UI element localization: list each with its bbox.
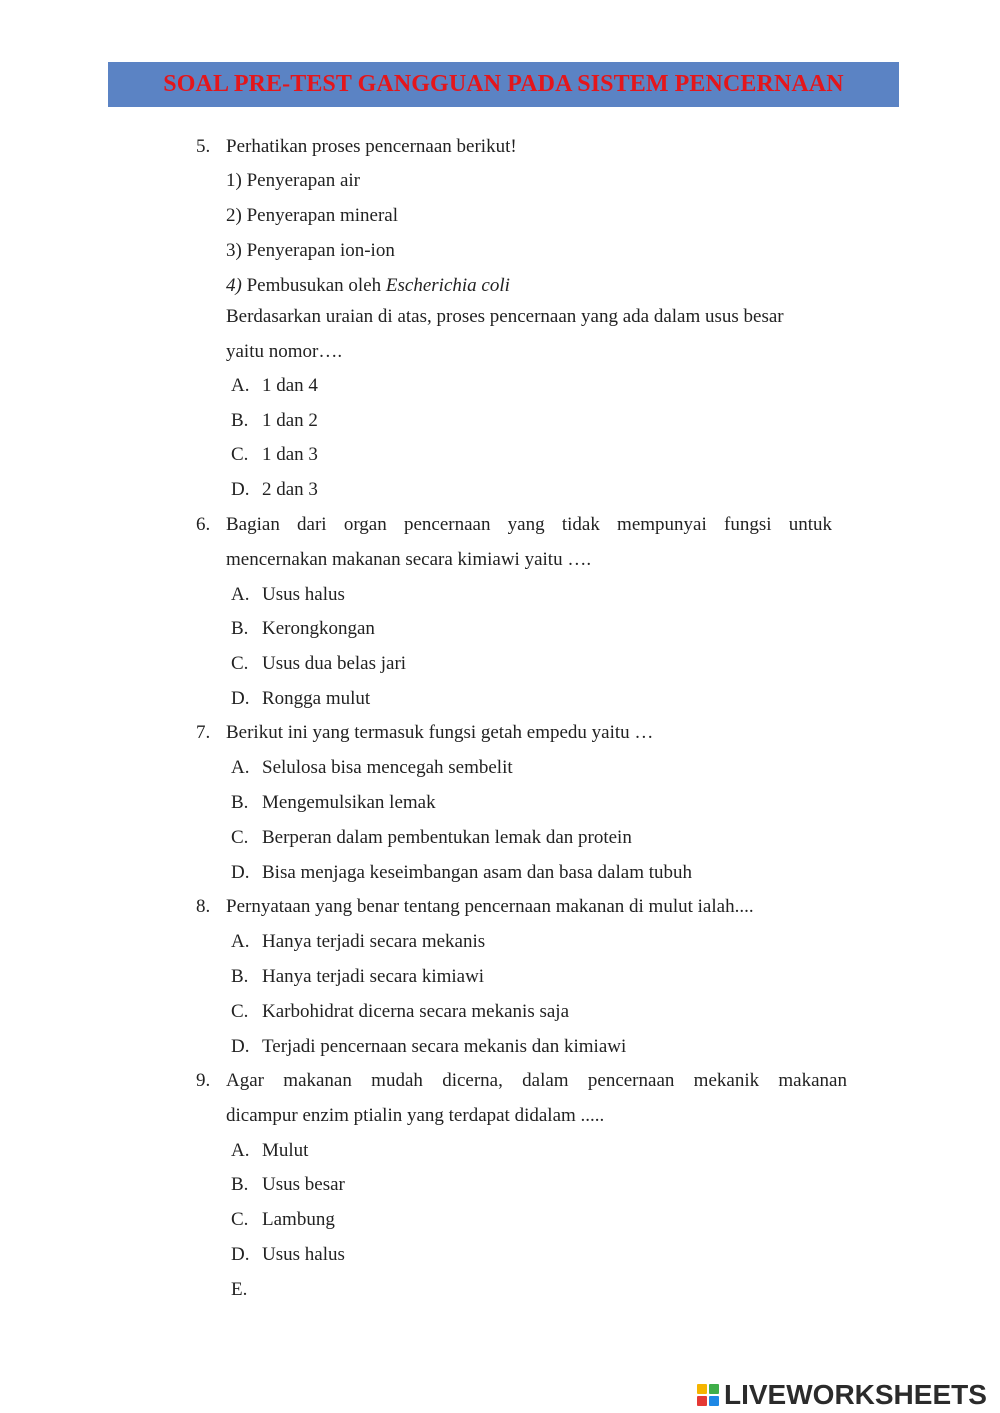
question-stem-continued: yaitu nomor…. [226,341,343,362]
question-number: 8. [196,896,211,917]
option-letter: D. [231,479,250,500]
logo-text: LIVEWORKSHEETS [724,1379,987,1410]
option-letter: A. [231,375,250,396]
option-text: Karbohidrat dicerna secara mekanis saja [262,1001,570,1022]
option-text: Usus besar [262,1174,345,1195]
option-text: 1 dan 2 [262,410,318,431]
page-title: SOAL PRE-TEST GANGGUAN PADA SISTEM PENCERNAAN [163,71,844,97]
option-letter: C. [231,444,249,465]
question-number: 7. [196,722,211,743]
list-item [226,274,510,298]
option-letter: C. [231,827,249,848]
option-letter: D. [231,862,250,883]
option-letter: C. [231,1001,249,1022]
option-text: Hanya terjadi secara mekanis [262,931,486,952]
option-letter: B. [231,792,249,813]
liveworksheets-logo-icon [697,1384,719,1406]
option-letter: A. [231,584,250,605]
list-item-text: Pembusukan oleh [246,275,382,296]
option-letter: D. [231,688,250,709]
liveworksheets-logo [697,1378,987,1412]
list-item: 2) Penyerapan mineral [226,205,398,226]
option-letter: A. [231,1140,250,1161]
option-text: Berperan dalam pembentukan lemak dan protein [262,827,632,848]
question-number: 5. [196,136,211,157]
option-text: Usus halus [262,1244,345,1265]
question-stem: Bagian dari organ pencernaan yang tidak mempunyai fungsi untuk [226,514,832,535]
option-text: Usus halus [262,584,345,605]
question-stem: Perhatikan proses pencernaan berikut! [226,136,517,157]
option-text: 1 dan 4 [262,375,318,396]
option-text: Lambung [262,1209,335,1230]
option-letter: B. [231,1174,249,1195]
option-text: Hanya terjadi secara kimiawi [262,966,485,987]
question-stem-continued: Berdasarkan uraian di atas, proses pencernaan yang ada dalam usus besar [226,306,784,327]
question-stem: Pernyataan yang benar tentang pencernaan makanan di mulut ialah.... [226,896,754,917]
option-letter: B. [231,966,249,987]
option-letter: C. [231,1209,249,1230]
list-item-species: Escherichia coli [385,275,510,296]
question-number: 6. [196,514,211,535]
question-stem: Agar makanan mudah dicerna, dalam pencernaan mekanik makanan [226,1070,847,1091]
list-item: 3) Penyerapan ion-ion [226,240,395,261]
option-letter: A. [231,931,250,952]
question-stem-continued: mencernakan makanan secara kimiawi yaitu …. [226,549,592,570]
page-header [108,62,899,107]
option-letter: D. [231,1244,250,1265]
list-item-number: 4) [226,275,242,296]
option-text: Kerongkongan [262,618,375,639]
option-text: Bisa menjaga keseimbangan asam dan basa dalam tubuh [262,862,693,883]
option-letter: E. [231,1279,248,1300]
option-letter: B. [231,618,249,639]
option-text: Terjadi pencernaan secara mekanis dan kimiawi [262,1036,627,1057]
option-letter: C. [231,653,249,674]
question-number: 9. [196,1070,211,1091]
option-letter: D. [231,1036,250,1057]
option-text: Mengemulsikan lemak [262,792,436,813]
option-text: Usus dua belas jari [262,653,407,674]
question-stem-continued: dicampur enzim ptialin yang terdapat didalam ..... [226,1105,605,1126]
option-letter: B. [231,410,249,431]
option-text: 1 dan 3 [262,444,318,465]
option-letter: A. [231,757,250,778]
option-text: Mulut [262,1140,309,1161]
option-text: 2 dan 3 [262,479,318,500]
option-text: Rongga mulut [262,688,371,709]
question-stem: Berikut ini yang termasuk fungsi getah empedu yaitu … [226,722,654,743]
option-text: Selulosa bisa mencegah sembelit [262,757,513,778]
list-item: 1) Penyerapan air [226,170,360,191]
